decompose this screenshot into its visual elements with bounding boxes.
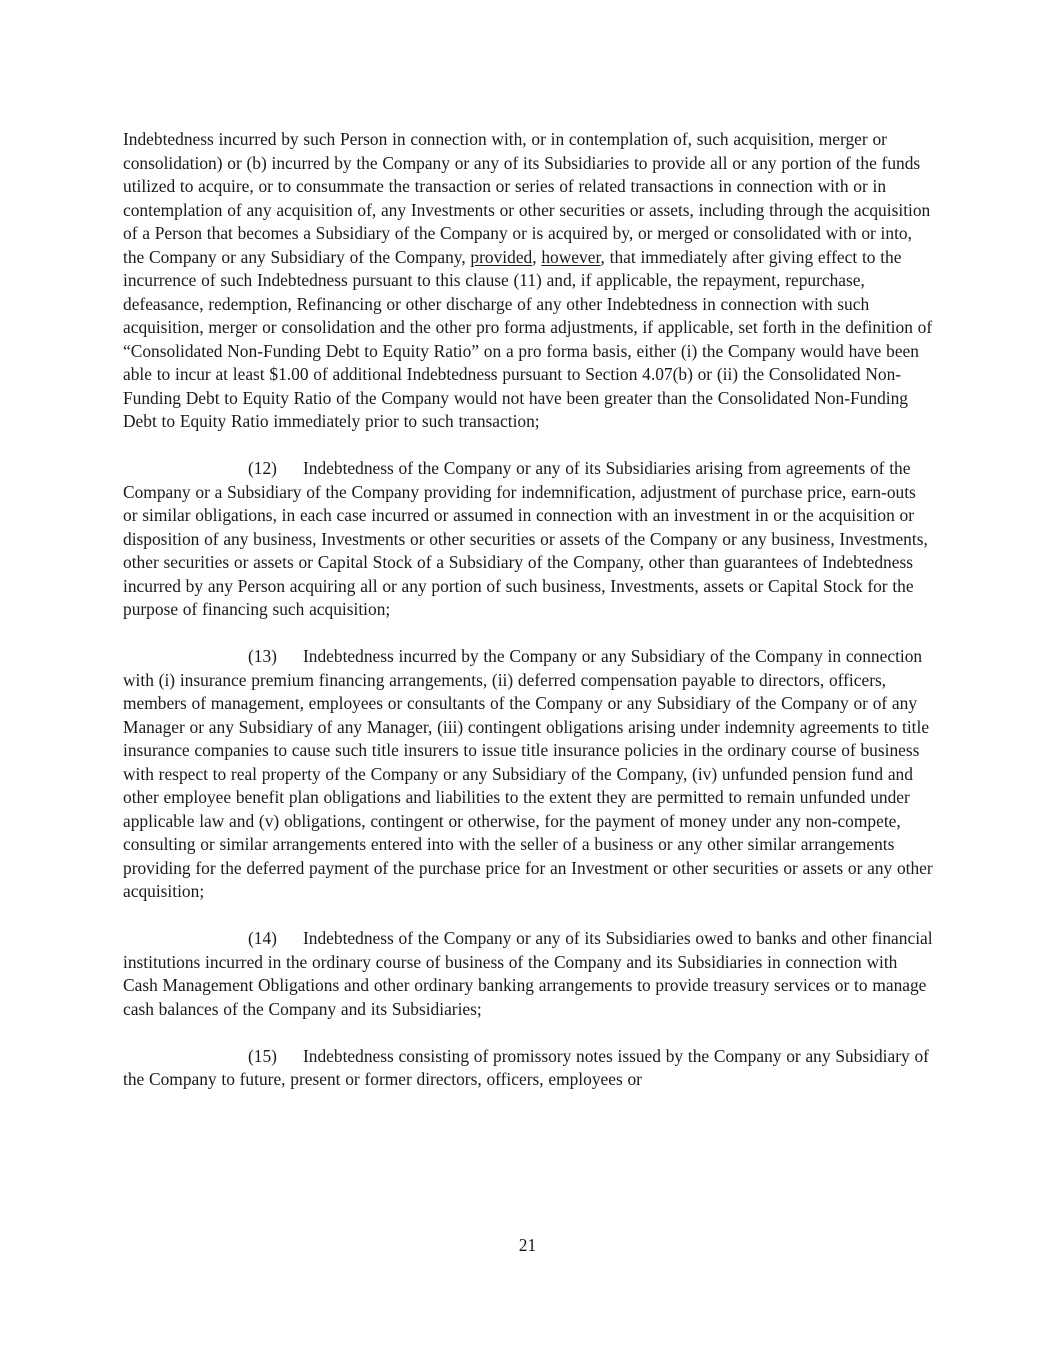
clause-number: (12) — [248, 458, 277, 478]
clause-text-segment: Indebtedness of the Company or any of its Subsidiaries owed to banks and other financial institutions incurred in the ordinary course of business of the Company and its Subsidiaries in connection with Cash Management Obligations and other ordinary banking arrangements to provide treasury services or to manage cash balances of the Company and its Subsidiaries; — [123, 928, 933, 1019]
clause-text-segment: Indebtedness incurred by the Company or any Subsidiary of the Company in connection with (i) insurance premium financing arrangements, (ii) deferred compensation payable to directors, officers, members of management, employees or consultants of the Company or any Subsidiary of the Company or of any Manager or any Subsidiary of any Manager, (iii) contingent obligations arising under indemnity agreements to title insurance companies to cause such title insurers to issue title insurance policies in the ordinary course of business with respect to real property of the Company or any Subsidiary of the Company, (iv) unfunded pension fund and other employee benefit plan obligations and liabilities to the extent they are permitted to remain unfunded under applicable law and (v) obligations, contingent or otherwise, for the payment of money under any non-compete, consulting or similar arrangements entered into with the seller of a business or any other similar arrangements providing for the deferred payment of the purchase price for an Investment or other securities or assets or any other acquisition; — [123, 646, 933, 901]
clause-text-segment: Indebtedness incurred by such Person in connection with, or in contemplation of, such acquisition, merger or consolidation) or (b) incurred by the Company or any of its Subsidiaries to provide all or any portion of the funds utilized to acquire, or to consummate the transaction or series of related transactions in connection with or in contemplation of any acquisition of, any Investments or other securities or assets, including through the acquisition of a Person that becomes a Subsidiary of the Company or is acquired by, or merged or consolidated with or into, the Company or any Subsidiary of the Company, — [123, 129, 931, 267]
paragraph-clause-13 — [123, 645, 935, 904]
paragraph-clause-14 — [123, 927, 935, 1021]
clause-text-segment: Indebtedness consisting of promissory notes issued by the Company or any Subsidiary of the Company to future, present or former directors, officers, employees or — [123, 1045, 929, 1089]
clause-number: (15) — [248, 1045, 277, 1066]
clause-text-segment: , — [532, 246, 542, 267]
however-underlined-term: however — [541, 246, 601, 267]
clause-number: (14) — [248, 928, 277, 948]
paragraph-clause-12 — [123, 457, 935, 622]
clause-number: (13) — [248, 646, 277, 666]
clause-text-segment: , that immediately after giving effect to the incurrence of such Indebtedness pursuant to this clause (11) and, if applicable, the repayment, repurchase, defeasance, redemption, Refinancing or other discharge of any other Indebtedness in connection with such acquisition, merger or consolidation and the other pro forma adjustments, if applicable, set forth in the definition of “Consolidated Non-Funding Debt to Equity Ratio” on a pro forma basis, either (i) the Company would have been able to incur at least $1.00 of additional Indebtedness pursuant to Section 4.07(b) or (ii) the Consolidated Non-Funding Debt to Equity Ratio of the Company would not have been greater than the Consolidated Non-Funding Debt to Equity Ratio immediately prior to such transaction; — [123, 246, 933, 431]
paragraph-clause-15 — [123, 1045, 935, 1092]
page-number: 21 — [518, 1235, 537, 1255]
paragraph-clause-11-continuation — [123, 128, 935, 434]
document-text — [123, 128, 935, 1092]
clause-text-segment: Indebtedness of the Company or any of its Subsidiaries arising from agreements of the Company or a Subsidiary of the Company providing for indemnification, adjustment of purchase price, earn-outs or similar obligations, in each case incurred or assumed in connection with an investment in or the acquisition or disposition of any business, Investments or other securities or assets of the Company or any business, Investments, other securities or assets or Capital Stock of a Subsidiary of the Company, other than guarantees of Indebtedness incurred by any Person acquiring all or any portion of such business, Investments, assets or Capital Stock for the purpose of financing such acquisition; — [123, 458, 928, 619]
provided-underlined-term: provided — [470, 246, 533, 267]
